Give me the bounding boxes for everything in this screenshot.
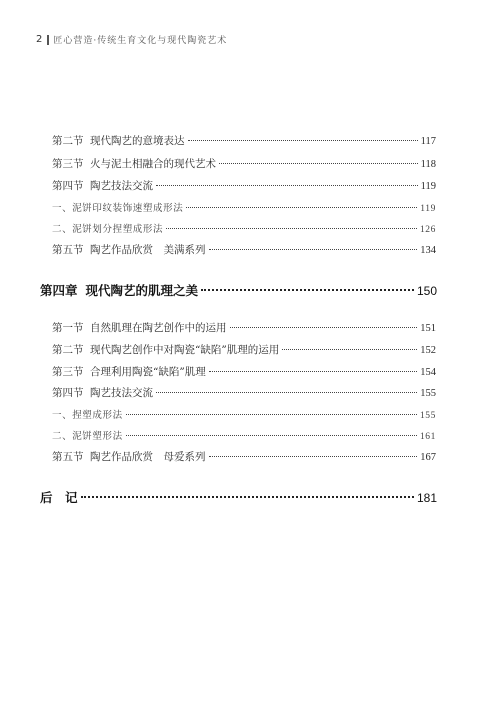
header-divider — [47, 35, 49, 45]
page-ref: 117 — [420, 136, 436, 147]
leader-dots — [126, 435, 417, 436]
toc-entry[interactable] — [52, 385, 436, 400]
toc-entry[interactable] — [52, 242, 436, 257]
leader-dots — [201, 289, 414, 291]
subsection-title: 一、泥饼印纹装饰速塑成形法 — [52, 203, 184, 214]
leader-dots — [188, 140, 418, 141]
page-ref: 119 — [420, 204, 436, 214]
toc-chapter-entry[interactable] — [40, 281, 437, 299]
page-ref: 154 — [420, 367, 436, 378]
toc-subentry[interactable] — [52, 407, 436, 421]
toc-entry[interactable] — [52, 364, 436, 379]
running-title: 匠心营造·传统生育文化与现代陶瓷艺术 — [53, 36, 228, 46]
leader-dots — [186, 207, 417, 208]
section-title: 陶艺技法交流 — [90, 387, 153, 399]
toc-entry[interactable] — [52, 133, 436, 148]
section-title: 陶艺作品欣赏 母爱系列 — [90, 451, 206, 463]
leader-dots — [209, 456, 418, 457]
section-title: 陶艺作品欣赏 美满系列 — [90, 244, 206, 256]
toc-entry[interactable] — [52, 449, 436, 464]
leader-dots — [282, 349, 417, 350]
chapter-title: 现代陶艺的肌理之美 — [85, 283, 199, 298]
toc-afterword-entry[interactable] — [40, 488, 437, 506]
section-title: 现代陶艺的意境表达 — [90, 135, 185, 147]
section-number: 第二节 — [52, 344, 84, 356]
page-ref: 155 — [419, 411, 436, 421]
running-header — [36, 33, 227, 46]
toc-entry[interactable] — [52, 320, 436, 335]
page-ref: 126 — [419, 225, 436, 235]
leader-dots — [219, 163, 418, 164]
subsection-title: 二、泥饼塑形法 — [52, 431, 123, 442]
leader-dots — [156, 392, 417, 393]
section-number: 第五节 — [52, 244, 84, 256]
afterword-title: 后 记 — [40, 490, 78, 505]
section-title: 火与泥土相融合的现代艺术 — [90, 158, 216, 170]
toc-entry[interactable] — [52, 342, 436, 357]
section-title: 陶艺技法交流 — [90, 180, 153, 192]
section-number: 第二节 — [52, 135, 84, 147]
toc-entry[interactable] — [52, 178, 436, 193]
subsection-title: 二、泥饼划分捏塑成形法 — [52, 224, 164, 235]
page-ref: 134 — [420, 245, 436, 256]
page-ref: 151 — [420, 323, 436, 334]
section-number: 第三节 — [52, 366, 84, 378]
leader-dots — [209, 371, 418, 372]
subsection-title: 一、捏塑成形法 — [52, 410, 123, 421]
toc-subentry[interactable] — [52, 428, 436, 442]
chapter-number: 第四章 — [40, 283, 78, 298]
section-number: 第四节 — [52, 180, 84, 192]
section-title: 现代陶艺创作中对陶瓷“缺陷”肌理的运用 — [90, 344, 280, 356]
leader-dots — [81, 496, 414, 498]
section-number: 第五节 — [52, 451, 84, 463]
toc-subentry[interactable] — [52, 221, 436, 235]
page-ref: 150 — [416, 284, 437, 298]
leader-dots — [230, 327, 418, 328]
page-ref: 181 — [416, 491, 437, 505]
toc-entry[interactable] — [52, 156, 436, 171]
toc-subentry[interactable] — [52, 200, 436, 214]
page-ref: 119 — [420, 181, 436, 192]
section-number: 第四节 — [52, 387, 84, 399]
leader-dots — [126, 414, 417, 415]
page-ref: 152 — [420, 345, 436, 356]
leader-dots — [166, 228, 417, 229]
page-number: 2 — [36, 34, 44, 45]
section-number: 第一节 — [52, 322, 84, 334]
leader-dots — [209, 249, 418, 250]
page-ref: 118 — [420, 159, 436, 170]
page-ref: 155 — [420, 388, 436, 399]
section-number: 第三节 — [52, 158, 84, 170]
section-title: 合理利用陶瓷“缺陷”肌理 — [90, 366, 206, 378]
section-title: 自然肌理在陶艺创作中的运用 — [90, 322, 227, 334]
page-ref: 161 — [419, 432, 436, 442]
leader-dots — [156, 185, 418, 186]
page-ref: 167 — [420, 452, 436, 463]
